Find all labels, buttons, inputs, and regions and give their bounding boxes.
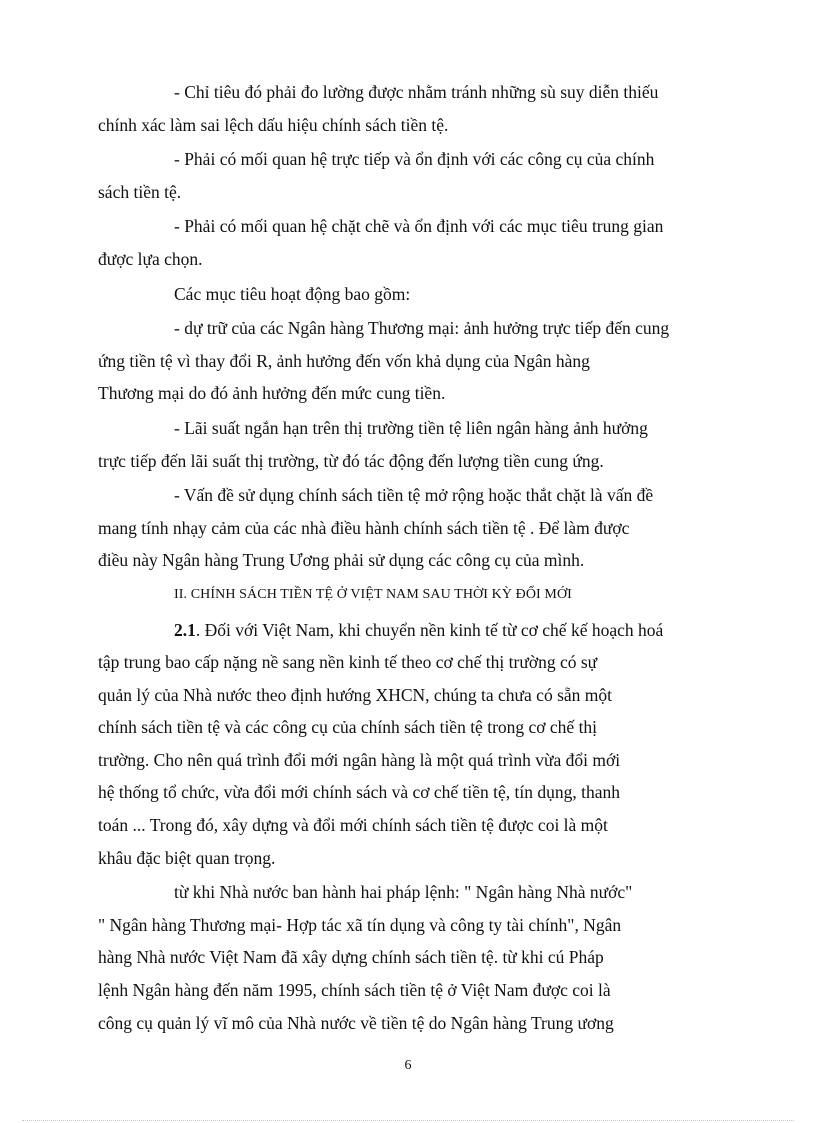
paragraph-ordinances bbox=[98, 876, 717, 1039]
text-line: lệnh Ngân hàng đến năm 1995, chính sách tiền tệ ở Việt Nam được coi là bbox=[98, 980, 611, 1001]
text-line: điều này Ngân hàng Trung Ương phải sử dụng các công cụ của mình. bbox=[98, 550, 585, 571]
text-line: công cụ quản lý vĩ mô của Nhà nước về tiền tệ do Ngân hàng Trung ương bbox=[98, 1012, 614, 1033]
section-first-line: . Đối với Việt Nam, khi chuyển nền kinh tế từ cơ chế kế hoạch hoá bbox=[195, 619, 664, 640]
text-line: Các mục tiêu hoạt động bao gồm: bbox=[174, 283, 411, 304]
text-line: mang tính nhạy cảm của các nhà điều hành chính sách tiền tệ . Để làm được bbox=[98, 517, 630, 538]
footer-divider bbox=[22, 1120, 794, 1121]
text-line: chính xác làm sai lệch dấu hiệu chính sách tiền tệ. bbox=[98, 114, 449, 135]
text-line: ứng tiền tệ vì thay đổi R, ảnh hưởng đến vốn khả dụng của Ngân hàng bbox=[98, 350, 590, 371]
paragraph-section-2-1 bbox=[98, 614, 717, 875]
paragraph-operating-targets-intro bbox=[136, 278, 717, 311]
text-line: toán ... Trong đó, xây dựng và đổi mới chính sách tiền tệ được coi là một bbox=[98, 815, 608, 836]
text-line: từ khi Nhà nước ban hành hai pháp lệnh: " Ngân hàng Nhà nước" bbox=[174, 882, 633, 903]
text-line: quản lý của Nhà nước theo định hướng XHCN, chúng ta chưa có sẵn một bbox=[98, 684, 613, 705]
paragraph-measurable-indicator bbox=[98, 76, 717, 141]
text-line: hàng Nhà nước Việt Nam đã xây dựng chính sách tiền tệ. từ khi cú Pháp bbox=[98, 947, 604, 968]
text-line: - Phải có mối quan hệ chặt chẽ và ổn định với các mục tiêu trung gian bbox=[174, 216, 664, 237]
text-line: khâu đặc biệt quan trọng. bbox=[98, 847, 276, 868]
text-line: chính sách tiền tệ và các công cụ của chính sách tiền tệ trong cơ chế thị bbox=[98, 717, 598, 738]
paragraph-short-term-rates bbox=[98, 412, 717, 477]
text-line: - Chỉ tiêu đó phải đo lường được nhằm tránh những sù suy diễn thiếu bbox=[174, 82, 659, 102]
text-line bbox=[136, 614, 717, 647]
text-line: " Ngân hàng Thương mại- Hợp tác xã tín dụng và công ty tài chính", Ngân bbox=[98, 914, 622, 935]
text-line: tập trung bao cấp nặng nề sang nền kinh tế theo cơ chế thị trường có sự bbox=[98, 652, 598, 673]
section-heading: II. CHÍNH SÁCH TIỀN TỆ Ở VIỆT NAM SAU THỜI KỲ ĐỔI MỚI bbox=[174, 586, 572, 602]
text-line: - Lãi suất ngắn hạn trên thị trường tiền tệ liên ngân hàng ảnh hưởng bbox=[174, 417, 648, 438]
text-line: được lựa chọn. bbox=[98, 248, 203, 269]
paragraph-reserves bbox=[98, 312, 717, 410]
text-line: trường. Cho nên quá trình đổi mới ngân hàng là một quá trình vừa đổi mới bbox=[98, 749, 621, 770]
page-number: 6 bbox=[404, 1058, 412, 1073]
paragraph-policy-usage bbox=[98, 479, 717, 577]
text-line: sách tiền tệ. bbox=[98, 181, 182, 202]
text-line: - Vấn đề sử dụng chính sách tiền tệ mở rộng hoặc thắt chặt là vấn đề bbox=[174, 485, 654, 506]
section-number: 2.1 bbox=[174, 619, 196, 640]
document-body bbox=[98, 76, 717, 1039]
text-line: - dự trữ của các Ngân hàng Thương mại: ảnh hưởng trực tiếp đến cung bbox=[174, 318, 670, 339]
text-line: hệ thống tổ chức, vừa đổi mới chính sách và cơ chế tiền tệ, tín dụng, thanh bbox=[98, 782, 621, 803]
text-line: Thương mại do đó ảnh hưởng đến mức cung tiền. bbox=[98, 383, 446, 404]
paragraph-direct-relationship bbox=[98, 143, 717, 208]
text-line: trực tiếp đến lãi suất thị trường, từ đó tác động đến lượng tiền cung ứng. bbox=[98, 450, 604, 471]
text-line: - Phải có mối quan hệ trực tiếp và ổn định với các công cụ của chính bbox=[174, 149, 655, 170]
paragraph-close-relationship bbox=[98, 210, 717, 275]
